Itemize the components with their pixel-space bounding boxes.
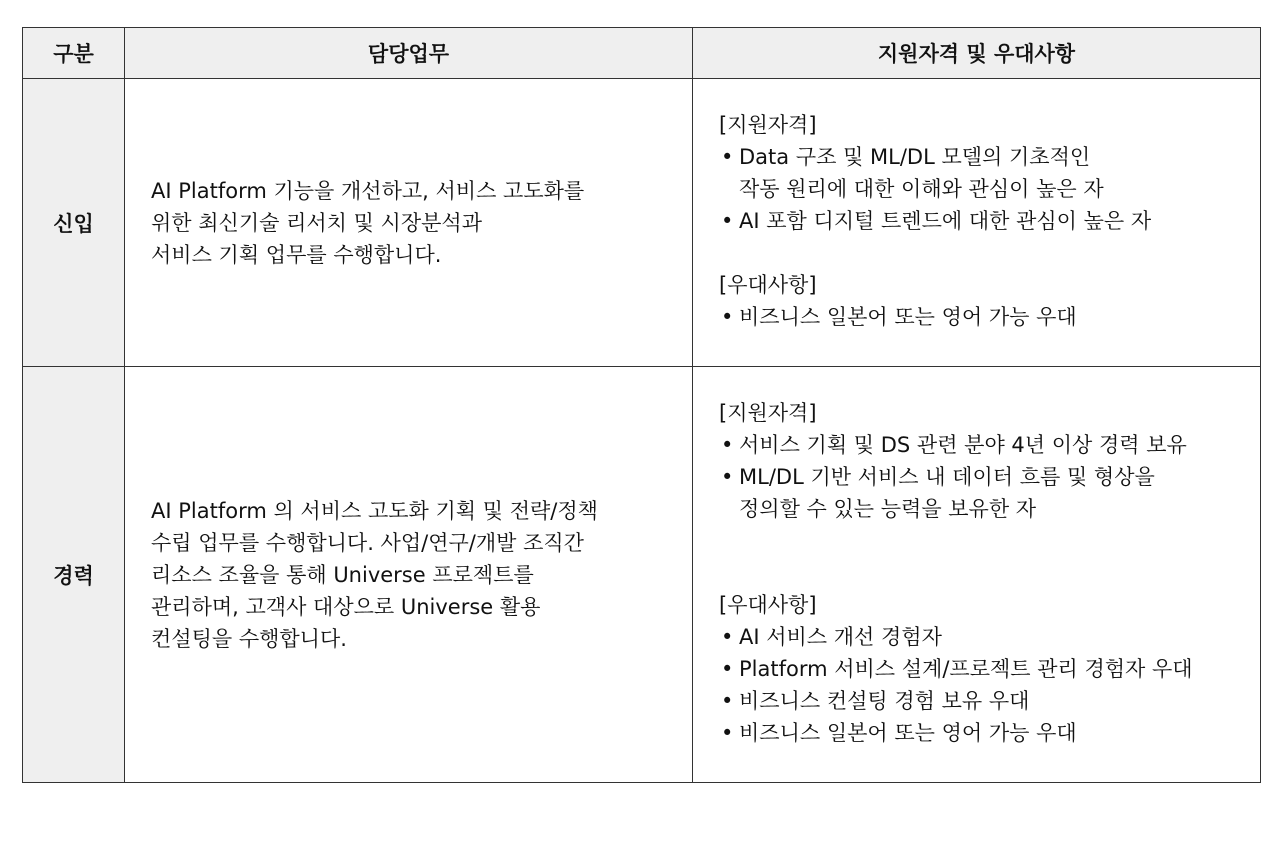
duty-line: AI Platform 의 서비스 고도화 기획 및 전략/정책 [151,498,598,523]
requirements-list [719,429,1254,525]
duty-line: AI Platform 기능을 개선하고, 서비스 고도화를 [151,178,585,203]
category-cell: 경력 [23,367,125,783]
duty-line: 컨설팅을 수행합니다. [151,626,347,651]
preferences-list [719,301,1254,333]
preferences-title: [우대사항] [719,593,817,617]
category-cell: 신입 [23,79,125,367]
qualifications-cell [693,79,1261,367]
list-item: • 비즈니스 일본어 또는 영어 가능 우대 [719,301,1254,333]
duty-line: 서비스 기획 업무를 수행합니다. [151,242,442,267]
duty-line: 리소스 조율을 통해 Universe 프로젝트를 [151,562,534,587]
preferences-list [719,621,1254,749]
duty-line: 수립 업무를 수행합니다. 사업/연구/개발 조직간 [151,530,584,555]
table-row-experienced [23,367,1261,783]
bullet-icon: • [721,465,734,489]
list-item: • Platform 서비스 설계/프로젝트 관리 경험자 우대 [719,653,1254,685]
duties-cell [125,367,693,783]
list-item: • AI 포함 디지털 트렌드에 대한 관심이 높은 자 [719,205,1254,237]
header-qualifications: 지원자격 및 우대사항 [693,28,1261,79]
recruitment-table [22,27,1261,783]
list-item: • Data 구조 및 ML/DL 모델의 기초적인 작동 원리에 대한 이해와 관심이 높은 자 [719,141,1254,205]
bullet-icon: • [721,145,734,169]
list-item: • 서비스 기획 및 DS 관련 분야 4년 이상 경력 보유 [719,429,1254,461]
requirements-title: [지원자격] [719,401,817,425]
bullet-icon: • [721,657,734,681]
duties-cell [125,79,693,367]
bullet-icon: • [721,433,734,457]
list-item: • 비즈니스 일본어 또는 영어 가능 우대 [719,717,1254,749]
bullet-icon: • [721,209,734,233]
bullet-icon: • [721,305,734,329]
header-row [23,28,1261,79]
duty-line: 위한 최신기술 리서치 및 시장분석과 [151,210,482,235]
list-item: • AI 서비스 개선 경험자 [719,621,1254,653]
list-item: • ML/DL 기반 서비스 내 데이터 흐름 및 형상을 정의할 수 있는 능력을 보유한 자 [719,461,1254,525]
duty-line: 관리하며, 고객사 대상으로 Universe 활용 [151,594,541,619]
bullet-icon: • [721,689,734,713]
list-item: • 비즈니스 컨설팅 경험 보유 우대 [719,685,1254,717]
table-row-entry-level [23,79,1261,367]
bullet-icon: • [721,625,734,649]
header-duties: 담당업무 [125,28,693,79]
requirements-list [719,141,1254,237]
bullet-icon: • [721,721,734,745]
qualifications-cell [693,367,1261,783]
header-category: 구분 [23,28,125,79]
preferences-title: [우대사항] [719,273,817,297]
requirements-title: [지원자격] [719,113,817,137]
